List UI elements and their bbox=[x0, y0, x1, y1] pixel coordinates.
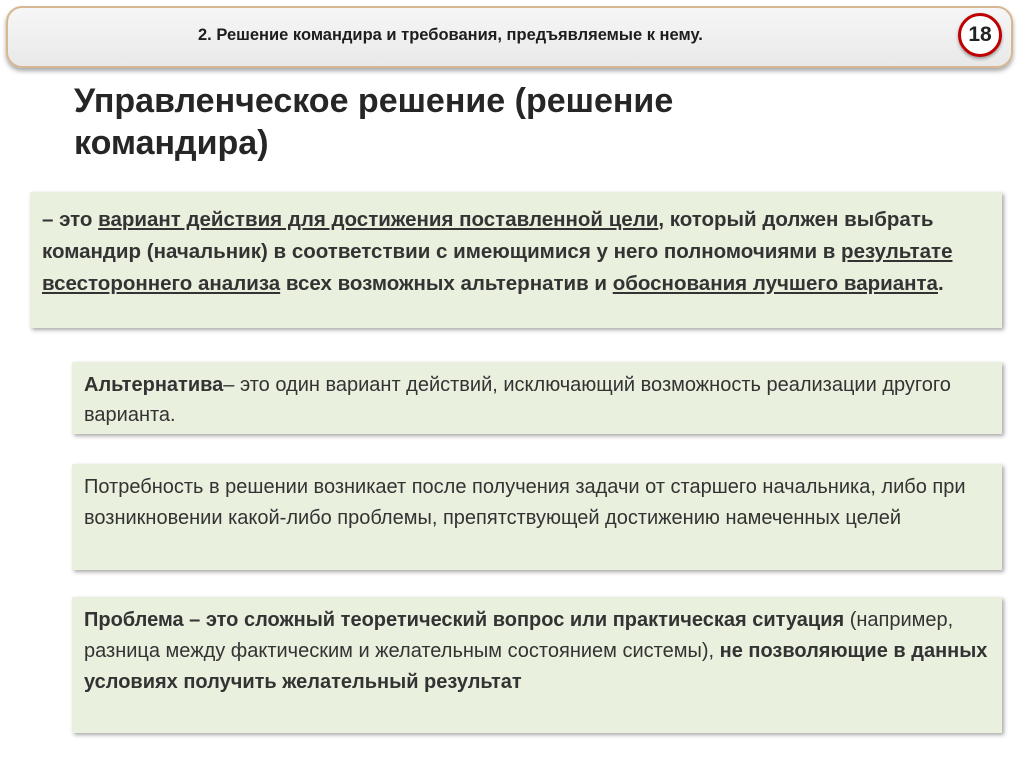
definition-text: . bbox=[937, 272, 944, 295]
problem-box bbox=[72, 597, 1002, 733]
definition-text: , который должен выбрать командир (начальник) в соответствии с имеющимися у него полномочиями в bbox=[42, 208, 934, 263]
need-text: Потребность в решении возникает после получения задачи от старшего начальника, либо при возникновении какой-либо проблемы, препятствующей достижению намеченных целей bbox=[84, 476, 966, 529]
slide-number-badge: 18 bbox=[958, 13, 1002, 57]
problem-conclusion: не позволяющие в данных условиях получить желательный результат bbox=[84, 640, 988, 693]
problem-text: (например, разница между фактическим и желательным состоянием системы), bbox=[84, 609, 954, 662]
definition-underlined-justification: обоснования лучшего варианта bbox=[612, 272, 938, 295]
alternative-box bbox=[72, 362, 1002, 434]
header-title: 2. Решение командира и требования, предъявляемые к нему. bbox=[198, 26, 703, 44]
definition-underlined-action: вариант действия для достижения поставленной цели bbox=[98, 208, 659, 231]
need-box bbox=[72, 464, 1002, 570]
definition-text: всех возможных альтернатив и bbox=[280, 272, 613, 295]
problem-term: Проблема – это сложный теоретический вопрос или практическая ситуация bbox=[84, 609, 845, 631]
definition-box bbox=[30, 192, 1002, 328]
page-title: Управленческое решение (решение командира) bbox=[74, 82, 674, 162]
alternative-text: – это один вариант действий, исключающий возможность реализации другого варианта. bbox=[84, 374, 951, 426]
definition-underlined-analysis: результате всестороннего анализа bbox=[42, 240, 953, 295]
alternative-term: Альтернатива bbox=[84, 374, 224, 396]
header-bar bbox=[6, 6, 1013, 68]
definition-text: – это bbox=[42, 208, 99, 231]
